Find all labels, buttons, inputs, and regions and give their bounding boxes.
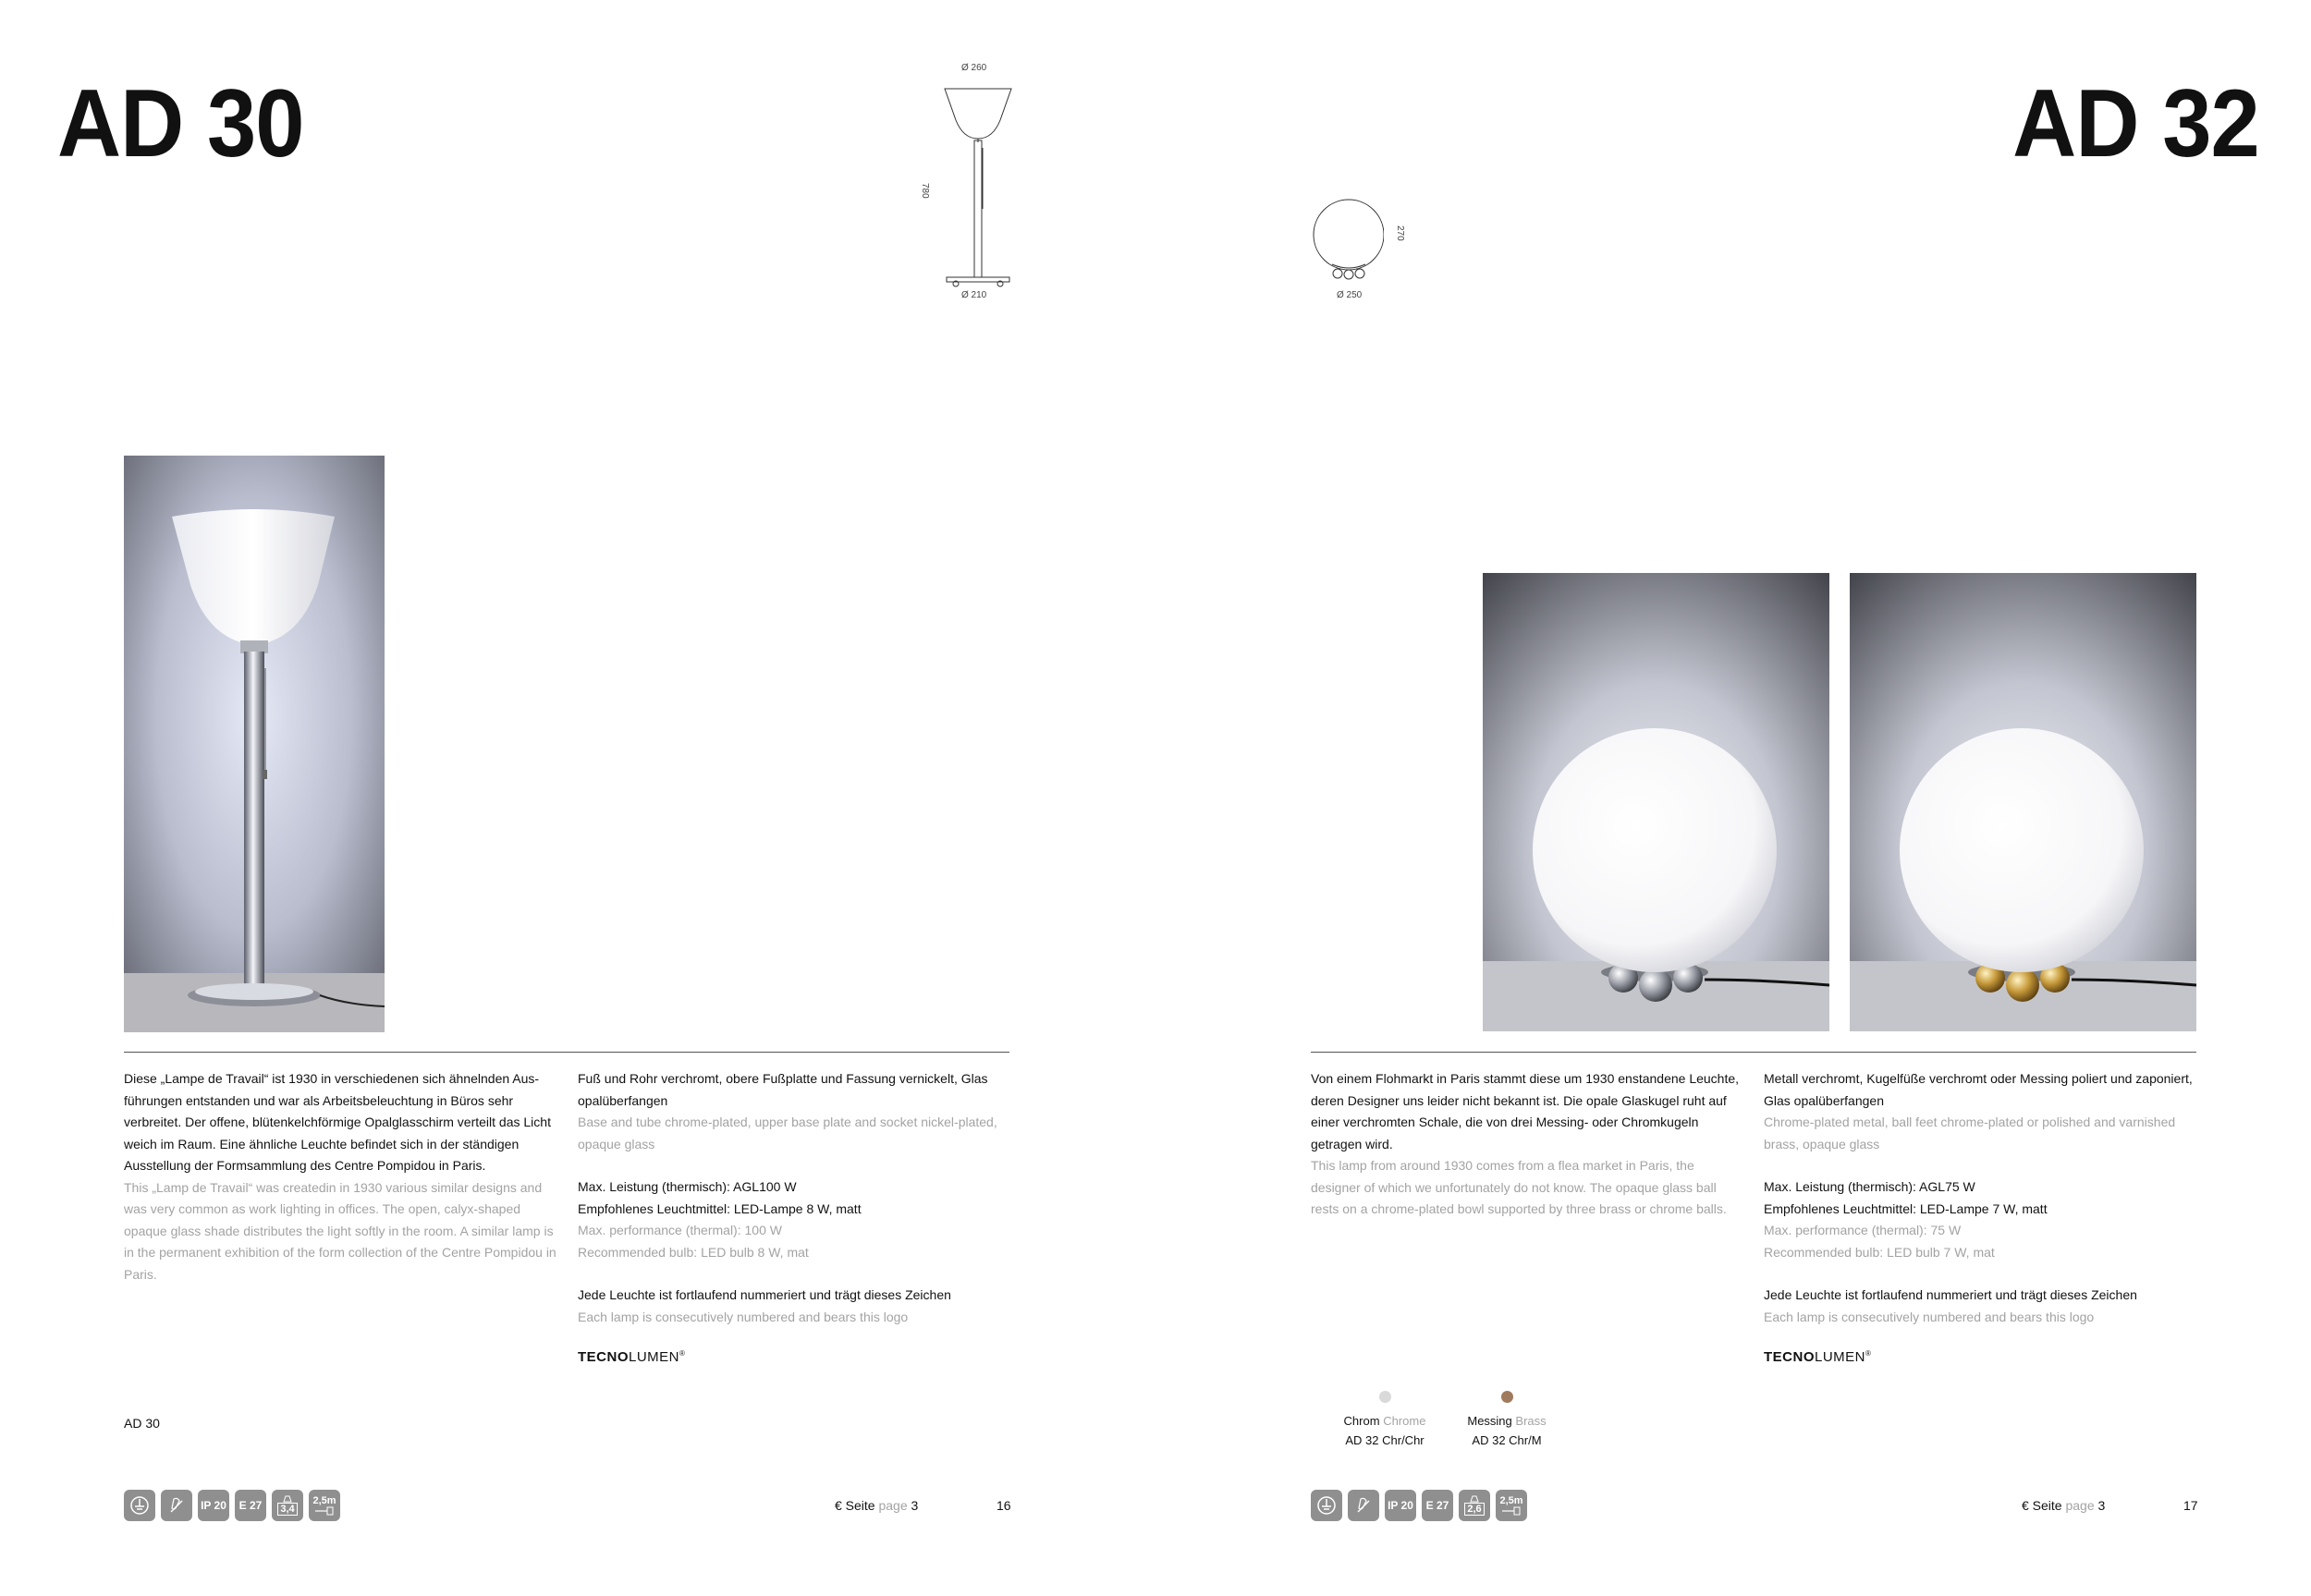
ad32-description-de: Von einem Flohmarkt in Paris stammt diese um 1930 enstandene Leuchte, deren Designer uns leider nicht bekannt ist. Die opale Glaskugel ruht auf einer verchromten Schale, die von drei Messing- oder Chromkugeln getragen wird.	[1311, 1071, 1740, 1151]
ad32-material-en: Chrome-plated metal, ball feet chrome-plated or polished and varnished brass, opaque glass	[1764, 1115, 2176, 1151]
model-title-ad30: AD 30	[57, 70, 304, 177]
ad32-bulb-de: Empfohlenes Leuchtmittel: LED-Lampe 7 W, matt	[1764, 1200, 2048, 1216]
cable-length-icon: 2,5m	[309, 1490, 340, 1521]
ad30-specs	[578, 1068, 1009, 1328]
section-divider-right	[1311, 1052, 2196, 1053]
ad30-product-photo	[124, 456, 385, 1032]
chrome-swatch	[1379, 1391, 1391, 1403]
ad32-numbered-de: Jede Leuchte ist fortlaufend nummeriert und trägt dieses Zeichen	[1764, 1287, 2137, 1302]
ad32-bulb-en: Recommended bulb: LED bulb 7 W, mat	[1764, 1244, 1995, 1260]
variant-chrome[interactable]: Chrom Chrome AD 32 Chr/Chr	[1311, 1391, 1459, 1447]
page-number-left: 16	[997, 1498, 1011, 1513]
cable-length-icon: 2,5m	[1496, 1490, 1527, 1521]
ad32-drawing-base-diameter: Ø 250	[1337, 290, 1363, 300]
no-dimmer-icon	[1348, 1490, 1379, 1521]
ad32-material-de: Metall verchromt, Kugelfüße verchromt oder Messing poliert und zaponiert, Glas opalüberfangen	[1764, 1071, 2193, 1108]
ad30-bulb-en: Recommended bulb: LED bulb 8 W, mat	[578, 1244, 809, 1260]
ad30-material-en: Base and tube chrome-plated, upper base plate and socket nickel-plated, opaque glass	[578, 1115, 997, 1151]
socket-type-icon: E 27	[1422, 1490, 1453, 1521]
ad30-material-de: Fuß und Rohr verchromt, obere Fußplatte und Fassung vernickelt, Glas opalüberfangen	[578, 1071, 988, 1108]
ad30-spec-icons	[124, 1490, 364, 1521]
variant-chrome-code: AD 32 Chr/Chr	[1345, 1433, 1425, 1447]
socket-type-icon: E 27	[235, 1490, 266, 1521]
ad32-description-en: This lamp from around 1930 comes from a flea market in Paris, the designer of which we unfortunately do not know. The opaque glass ball rests on a chrome-plated bowl supported by three brass or chrome balls.	[1311, 1158, 1727, 1216]
weight-icon: 2,6	[1459, 1490, 1490, 1521]
ad30-description-en: This „Lamp de Travail“ was createdin in 1930 various similar designs and was very common as work lighting in offices. The open, calyx-shaped opaque glass shade distributes the light softly in the room. A similar lamp is in the permanent exhibition of the form collection of the Centre Pompidou in Paris.	[124, 1179, 556, 1282]
drawing-height: 780	[920, 183, 930, 199]
tecnolumen-logo-left: TECNOLUMEN®	[578, 1349, 686, 1365]
variant-brass[interactable]: Messing Brass AD 32 Chr/M	[1433, 1391, 1581, 1447]
brass-swatch	[1501, 1391, 1513, 1403]
page-number-right: 17	[2183, 1498, 2198, 1513]
ad30-power-de: Max. Leistung (thermisch): AGL100 W	[578, 1179, 797, 1194]
ad32-chrome-photo	[1483, 573, 1829, 1031]
section-divider-left	[124, 1052, 1009, 1053]
ad32-specs	[1764, 1068, 2196, 1328]
ad32-description	[1311, 1068, 1745, 1221]
ad30-numbered-en: Each lamp is consecutively numbered and bears this logo	[578, 1309, 909, 1324]
ad32-brass-photo	[1850, 573, 2196, 1031]
price-reference-left: € Seite page 3	[835, 1498, 919, 1513]
ad30-article-number: AD 30	[124, 1416, 160, 1431]
ad32-drawing-height: 270	[1395, 225, 1405, 241]
price-reference-right: € Seite page 3	[2022, 1498, 2106, 1513]
drawing-top-diameter: Ø 260	[961, 63, 987, 73]
tecnolumen-logo-right: TECNOLUMEN®	[1764, 1349, 1872, 1365]
ad30-power-en: Max. performance (thermal): 100 W	[578, 1223, 782, 1237]
ad32-spec-icons	[1311, 1490, 1551, 1521]
ad30-technical-drawing	[941, 83, 1015, 288]
ad32-numbered-en: Each lamp is consecutively numbered and bears this logo	[1764, 1309, 2095, 1324]
variant-brass-code: AD 32 Chr/M	[1472, 1433, 1542, 1447]
model-title-ad32: AD 32	[2012, 70, 2259, 177]
ad32-technical-drawing	[1308, 194, 1384, 286]
ad30-description-de: Diese „Lampe de Travail“ ist 1930 in verschiedenen sich ähnelnden Aus-führungen entstanden und war als Arbeitsbeleuchtung in Büros sehr verbreitet. Der offene, blütenkelchförmige Opalglasschirm verteilt das Licht weich im Raum. Eine ähnliche Leuchte befindet sich in der ständigen Ausstellung der Formsammlung des Centre Pompidou in Paris.	[124, 1071, 551, 1173]
ad32-power-en: Max. performance (thermal): 75 W	[1764, 1223, 1962, 1237]
protection-class-icon	[124, 1490, 155, 1521]
no-dimmer-icon	[161, 1490, 192, 1521]
ad30-description	[124, 1068, 562, 1285]
protection-class-icon	[1311, 1490, 1342, 1521]
drawing-base-diameter: Ø 210	[961, 290, 987, 300]
ad30-bulb-de: Empfohlenes Leuchtmittel: LED-Lampe 8 W, matt	[578, 1200, 862, 1216]
weight-icon: 3,4	[272, 1490, 303, 1521]
ip-rating-icon: IP 20	[1385, 1490, 1416, 1521]
ip-rating-icon: IP 20	[198, 1490, 229, 1521]
ad32-power-de: Max. Leistung (thermisch): AGL75 W	[1764, 1179, 1975, 1194]
ad30-numbered-de: Jede Leuchte ist fortlaufend nummeriert und trägt dieses Zeichen	[578, 1287, 951, 1302]
